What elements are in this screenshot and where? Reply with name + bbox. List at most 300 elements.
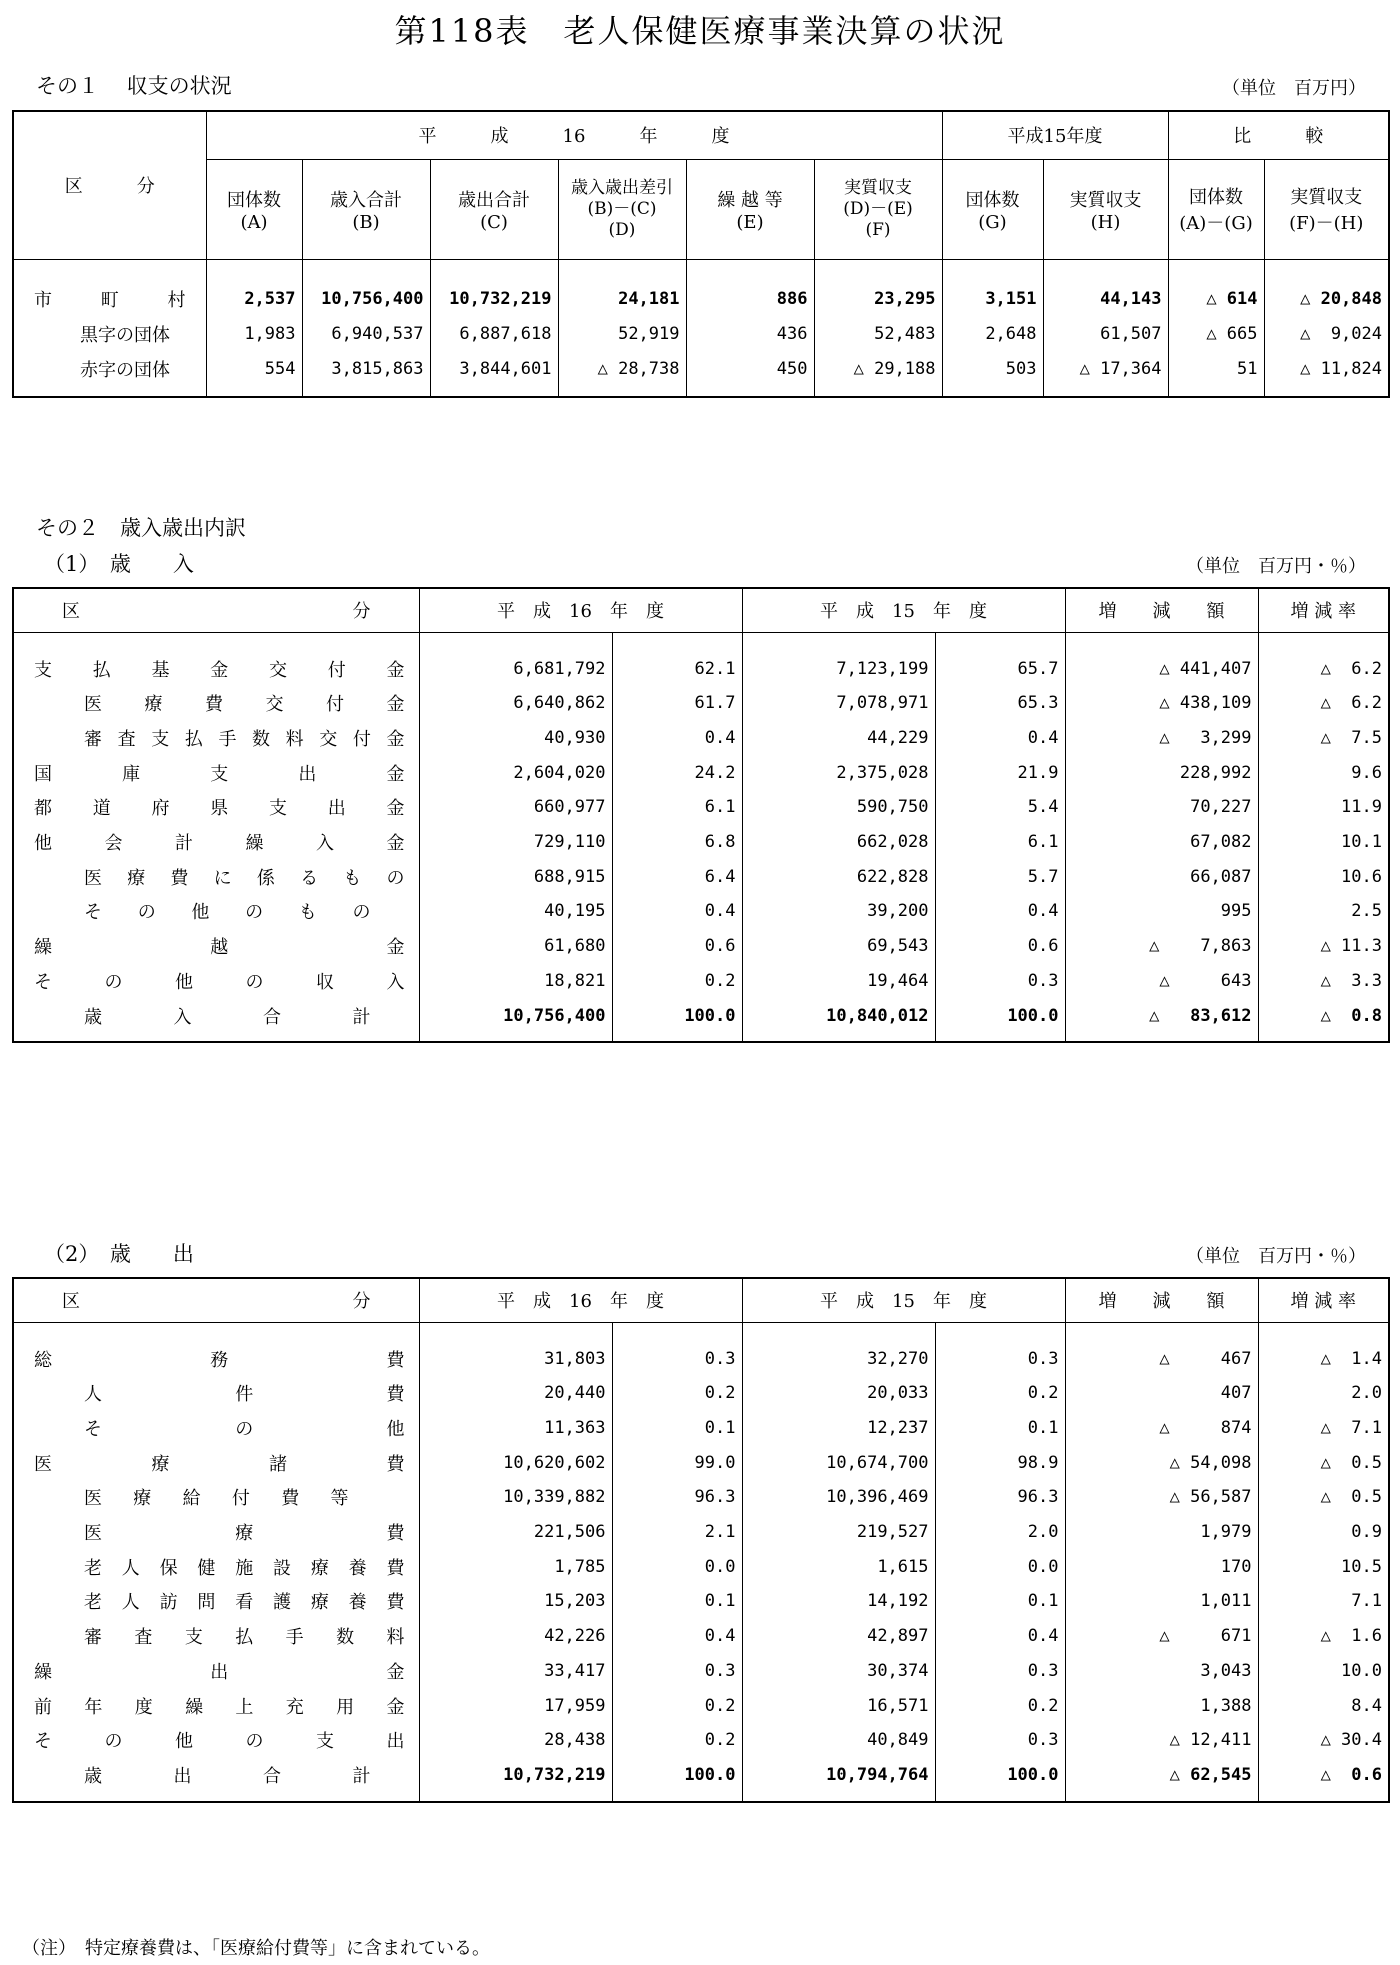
table-cell: △ 467 — [1065, 1322, 1258, 1376]
col-code: (H) — [1090, 211, 1121, 233]
row-label-text: 市町村 — [34, 289, 186, 311]
table-cell: 65.7 — [935, 632, 1065, 686]
table-cell: 7,078,971 — [742, 686, 935, 721]
kubun-header: 区 分 — [13, 111, 206, 259]
col-name: 実質収支 — [1069, 189, 1142, 211]
table-cell: 622,828 — [742, 859, 935, 894]
col-code2: (D) — [608, 219, 636, 240]
table-row — [13, 686, 1389, 721]
col-code: (C) — [480, 211, 508, 233]
row-label — [13, 998, 419, 1042]
table-cell: 7.1 — [1258, 1584, 1389, 1619]
table-cell: 6.1 — [935, 825, 1065, 860]
table-cell: △ 29,188 — [814, 351, 942, 397]
table-cell: △ 0.8 — [1258, 998, 1389, 1042]
table-cell: 40,849 — [742, 1723, 935, 1758]
table-cell: 886 — [686, 259, 814, 316]
table-cell: 65.3 — [935, 686, 1065, 721]
h16-header: 平 成 16 年 度 — [206, 111, 942, 159]
row-label-text: 黒字の団体 — [80, 324, 170, 346]
table-cell: 3,844,601 — [430, 351, 558, 397]
table-cell: 10,840,012 — [742, 998, 935, 1042]
col-header — [686, 159, 814, 259]
table-cell: 31,803 — [419, 1322, 612, 1376]
table-cell: 96.3 — [612, 1480, 742, 1515]
table-cell: 221,506 — [419, 1515, 612, 1550]
change-amount-header: 増 減 額 — [1065, 588, 1258, 632]
row-label — [13, 1322, 419, 1376]
table-cell: 10.0 — [1258, 1654, 1389, 1689]
table-cell: 0.1 — [935, 1411, 1065, 1446]
table-cell: △ 874 — [1065, 1411, 1258, 1446]
table-cell: △ 614 — [1168, 259, 1264, 316]
table-cell: △ 54,098 — [1065, 1445, 1258, 1480]
table-cell: 6,887,618 — [430, 316, 558, 351]
section1-unit: （単位 百万円） — [1222, 78, 1366, 99]
table-cell: △ 1.6 — [1258, 1619, 1389, 1654]
table-cell: 662,028 — [742, 825, 935, 860]
table-row — [13, 1411, 1389, 1446]
row-label-text: 総務費 — [34, 1350, 405, 1372]
table-cell: 39,200 — [742, 894, 935, 929]
table-row — [13, 1376, 1389, 1411]
table-cell: 52,919 — [558, 316, 686, 351]
change-rate-header: 増 減 率 — [1258, 1278, 1389, 1322]
table-cell: 96.3 — [935, 1480, 1065, 1515]
col-name: 実質収支 — [1290, 187, 1363, 208]
table-cell: 12,237 — [742, 1411, 935, 1446]
row-label-text: その他 — [84, 1419, 405, 1441]
table-cell: 66,087 — [1065, 859, 1258, 894]
row-label — [13, 859, 419, 894]
table-cell: 61,680 — [419, 929, 612, 964]
col-code: (B)－(C) — [587, 198, 657, 219]
table-row — [13, 1758, 1389, 1802]
row-label — [13, 351, 206, 397]
table-cell: 0.1 — [612, 1584, 742, 1619]
table-cell: 40,195 — [419, 894, 612, 929]
table-cell: 100.0 — [935, 998, 1065, 1042]
table-cell: △ 3,299 — [1065, 721, 1258, 756]
table-cell: 407 — [1065, 1376, 1258, 1411]
table-cell: 42,226 — [419, 1619, 612, 1654]
table-cell: 52,483 — [814, 316, 942, 351]
table-cell: 14,192 — [742, 1584, 935, 1619]
table-cell: △ 11,824 — [1264, 351, 1389, 397]
expenditure-unit: （単位 百万円・％） — [1186, 1246, 1366, 1267]
table-cell: 51 — [1168, 351, 1264, 397]
table-cell: 28,438 — [419, 1723, 612, 1758]
row-label-text: 国庫支出金 — [34, 763, 405, 785]
row-label — [13, 259, 206, 316]
row-label — [13, 964, 419, 999]
table-cell: 10,756,400 — [302, 259, 430, 316]
table-cell: △ 3.3 — [1258, 964, 1389, 999]
col-code: (E) — [736, 211, 764, 233]
row-label — [13, 1376, 419, 1411]
table-cell: 16,571 — [742, 1688, 935, 1723]
table-row — [13, 351, 1389, 397]
row-label-text: 繰越金 — [34, 937, 405, 959]
table-cell: 10.6 — [1258, 859, 1389, 894]
col-code: (B) — [352, 211, 380, 233]
table-row — [13, 1480, 1389, 1515]
table-cell: 67,082 — [1065, 825, 1258, 860]
table-cell: 995 — [1065, 894, 1258, 929]
table-cell: 0.3 — [612, 1654, 742, 1689]
row-label — [13, 1549, 419, 1584]
table-cell: 0.4 — [612, 721, 742, 756]
table-cell: △ 1.4 — [1258, 1322, 1389, 1376]
table-cell: 2,648 — [942, 316, 1043, 351]
table-cell: 20,033 — [742, 1376, 935, 1411]
table-cell: 6.8 — [612, 825, 742, 860]
table-cell: 98.9 — [935, 1445, 1065, 1480]
table-cell: 5.4 — [935, 790, 1065, 825]
col-code: (F)－(H) — [1289, 213, 1364, 234]
kubun-left: 区 — [62, 601, 80, 623]
table-cell: 3,043 — [1065, 1654, 1258, 1689]
table-cell: 590,750 — [742, 790, 935, 825]
row-label-text: 老人訪問看護療養費 — [84, 1592, 405, 1614]
table-cell: 0.3 — [935, 964, 1065, 999]
table-cell: 0.2 — [612, 1688, 742, 1723]
table-cell: 729,110 — [419, 825, 612, 860]
kubun-left: 区 — [62, 1291, 80, 1313]
table-cell: 0.3 — [935, 1723, 1065, 1758]
table-cell: 10,620,602 — [419, 1445, 612, 1480]
table-cell: △ 9,024 — [1264, 316, 1389, 351]
row-label — [13, 894, 419, 929]
row-label — [13, 755, 419, 790]
table-cell: 0.9 — [1258, 1515, 1389, 1550]
col-name: 歳出合計 — [458, 189, 530, 211]
table-cell: 0.4 — [935, 1619, 1065, 1654]
revenue-table — [12, 587, 1390, 1043]
table-cell: △ 643 — [1065, 964, 1258, 999]
table-cell: △ 0.5 — [1258, 1445, 1389, 1480]
table-cell: △ 56,587 — [1065, 1480, 1258, 1515]
col-header — [814, 159, 942, 259]
table-cell: 1,388 — [1065, 1688, 1258, 1723]
table-cell: △ 671 — [1065, 1619, 1258, 1654]
table-cell: 0.6 — [612, 929, 742, 964]
h16-header: 平 成 16 年 度 — [419, 1278, 742, 1322]
table-cell: 0.3 — [935, 1654, 1065, 1689]
table-cell: 44,143 — [1043, 259, 1168, 316]
table-row — [13, 998, 1389, 1042]
table-cell: 24,181 — [558, 259, 686, 316]
table-row — [13, 1619, 1389, 1654]
table-cell: 170 — [1065, 1549, 1258, 1584]
kubun-right: 分 — [352, 601, 371, 623]
col-name: 実質収支 — [844, 177, 912, 198]
row-label-text: 審査支払手数料交付金 — [84, 729, 405, 751]
row-label — [13, 1584, 419, 1619]
table-cell: 5.7 — [935, 859, 1065, 894]
revenue-unit: （単位 百万円・％） — [1186, 556, 1366, 577]
col-header — [1043, 159, 1168, 259]
col-header — [206, 159, 302, 259]
table-cell: △ 665 — [1168, 316, 1264, 351]
h15-header: 平 成 15 年 度 — [742, 1278, 1065, 1322]
row-label — [13, 686, 419, 721]
table-row — [13, 859, 1389, 894]
table-cell: 19,464 — [742, 964, 935, 999]
table-cell: 10,756,400 — [419, 998, 612, 1042]
col-name: 団体数 — [227, 189, 281, 211]
table-cell: 6,940,537 — [302, 316, 430, 351]
row-label — [13, 790, 419, 825]
table-cell: △ 0.6 — [1258, 1758, 1389, 1802]
table-cell: 11,363 — [419, 1411, 612, 1446]
row-label-text: 歳入合計 — [84, 1006, 371, 1028]
row-label — [13, 1758, 419, 1802]
table-cell: 70,227 — [1065, 790, 1258, 825]
table-cell: 0.1 — [935, 1584, 1065, 1619]
row-label — [13, 1723, 419, 1758]
row-label-text: 都道府県支出金 — [34, 798, 405, 820]
row-label-text: 繰出金 — [34, 1661, 405, 1683]
table-cell: 0.4 — [935, 721, 1065, 756]
table-row — [13, 1723, 1389, 1758]
col-name: 団体数 — [965, 189, 1020, 211]
expenditure-table — [12, 1277, 1390, 1803]
col-header — [1264, 159, 1389, 259]
table-cell: 8.4 — [1258, 1688, 1389, 1723]
table-row — [13, 1445, 1389, 1480]
table-cell: 2,537 — [206, 259, 302, 316]
table-cell: 23,295 — [814, 259, 942, 316]
table-cell: 24.2 — [612, 755, 742, 790]
expenditure-label: （2） 歳 出 — [44, 1242, 194, 1266]
table-cell: △ 62,545 — [1065, 1758, 1258, 1802]
table-cell: 99.0 — [612, 1445, 742, 1480]
row-label — [13, 1515, 419, 1550]
table-cell: 436 — [686, 316, 814, 351]
table-cell: 62.1 — [612, 632, 742, 686]
table-cell: 9.6 — [1258, 755, 1389, 790]
row-label-text: 医療諸費 — [34, 1453, 405, 1475]
table-cell: 1,615 — [742, 1549, 935, 1584]
table-cell: 0.2 — [612, 1376, 742, 1411]
row-label — [13, 1654, 419, 1689]
table-cell: △ 7,863 — [1065, 929, 1258, 964]
table-cell: △ 438,109 — [1065, 686, 1258, 721]
table-cell: 1,979 — [1065, 1515, 1258, 1550]
table-cell: 17,959 — [419, 1688, 612, 1723]
table-row — [13, 964, 1389, 999]
table-row — [13, 316, 1389, 351]
row-label — [13, 1480, 419, 1515]
table-row — [13, 1322, 1389, 1376]
table-cell: 0.4 — [935, 894, 1065, 929]
table-cell: △ 6.2 — [1258, 632, 1389, 686]
table-cell: 100.0 — [935, 1758, 1065, 1802]
table-cell: 6.4 — [612, 859, 742, 894]
table-cell: 6.1 — [612, 790, 742, 825]
table-cell: 688,915 — [419, 859, 612, 894]
table-cell: 2.1 — [612, 1515, 742, 1550]
table-cell: 10,674,700 — [742, 1445, 935, 1480]
row-label — [13, 929, 419, 964]
table-cell: 0.6 — [935, 929, 1065, 964]
table-row — [13, 721, 1389, 756]
table-cell: 44,229 — [742, 721, 935, 756]
col-header — [430, 159, 558, 259]
row-label-text: 人件費 — [84, 1384, 405, 1406]
table-cell: △ 20,848 — [1264, 259, 1389, 316]
table-cell: 219,527 — [742, 1515, 935, 1550]
table-cell: 0.4 — [612, 894, 742, 929]
col-header — [942, 159, 1043, 259]
table-cell: △ 11.3 — [1258, 929, 1389, 964]
row-label-text: 審査支払手数料 — [84, 1627, 405, 1649]
table-cell: △ 83,612 — [1065, 998, 1258, 1042]
table-cell: 21.9 — [935, 755, 1065, 790]
section2-label: その２ 歳入歳出内訳 — [36, 516, 246, 540]
table-cell: 0.2 — [935, 1688, 1065, 1723]
kubun-right: 分 — [352, 1291, 371, 1313]
table-cell: △ 12,411 — [1065, 1723, 1258, 1758]
table-cell: 10.5 — [1258, 1549, 1389, 1584]
table-row — [13, 790, 1389, 825]
revenue-label: （1） 歳 入 — [44, 552, 194, 576]
col-header — [558, 159, 686, 259]
table-cell: 40,930 — [419, 721, 612, 756]
col-header — [302, 159, 430, 259]
table-cell: △ 7.1 — [1258, 1411, 1389, 1446]
table-cell: 0.2 — [612, 964, 742, 999]
table-cell: △ 0.5 — [1258, 1480, 1389, 1515]
table-cell: 100.0 — [612, 1758, 742, 1802]
col-code2: (F) — [865, 219, 891, 240]
table-cell: 503 — [942, 351, 1043, 397]
table-cell: 10,732,219 — [419, 1758, 612, 1802]
table-cell: 11.9 — [1258, 790, 1389, 825]
row-label-text: 医療費交付金 — [84, 694, 405, 716]
table-cell: 1,785 — [419, 1549, 612, 1584]
table-cell: △ 6.2 — [1258, 686, 1389, 721]
table-cell: 61.7 — [612, 686, 742, 721]
table-cell: △ 30.4 — [1258, 1723, 1389, 1758]
table-cell: 3,151 — [942, 259, 1043, 316]
col-code: (D)－(E) — [843, 198, 913, 219]
row-label-text: 前年度繰上充用金 — [34, 1696, 405, 1718]
table-cell: 0.0 — [612, 1549, 742, 1584]
table-row — [13, 894, 1389, 929]
table-cell: 2,604,020 — [419, 755, 612, 790]
row-label-text: 赤字の団体 — [80, 359, 170, 381]
row-label-text: 歳出合計 — [84, 1766, 371, 1788]
row-label — [13, 1445, 419, 1480]
table-row — [13, 1584, 1389, 1619]
comparison-header: 比 較 — [1168, 111, 1389, 159]
table-cell: 0.1 — [612, 1411, 742, 1446]
table-cell: 2.5 — [1258, 894, 1389, 929]
table-cell: 18,821 — [419, 964, 612, 999]
table-cell: 10,339,882 — [419, 1480, 612, 1515]
table-cell: 450 — [686, 351, 814, 397]
col-code: (G) — [978, 211, 1007, 233]
col-name: 歳入合計 — [330, 189, 402, 211]
row-label-text: その他の支出 — [34, 1731, 405, 1753]
row-label — [13, 1619, 419, 1654]
col-name: 歳入歳出差引 — [571, 177, 673, 198]
table-cell: 0.0 — [935, 1549, 1065, 1584]
table-cell: 6,681,792 — [419, 632, 612, 686]
section1-label: その１ 収支の状況 — [36, 74, 232, 98]
row-label-text: 医療費に係るもの — [84, 867, 405, 889]
table-cell: 0.4 — [612, 1619, 742, 1654]
footnote: （注） 特定療養費は、「医療給付費等」に含まれている。 — [22, 1938, 490, 1959]
table-cell: 0.3 — [612, 1322, 742, 1376]
row-label-text: 医療費 — [84, 1523, 405, 1545]
row-label — [13, 632, 419, 686]
table-cell: 228,992 — [1065, 755, 1258, 790]
table-cell: 0.2 — [612, 1723, 742, 1758]
table-row — [13, 755, 1389, 790]
table-row — [13, 1688, 1389, 1723]
table-cell: 2.0 — [935, 1515, 1065, 1550]
table-cell: 10,732,219 — [430, 259, 558, 316]
row-label-text: 老人保健施設療養費 — [84, 1557, 405, 1579]
table-row — [13, 1654, 1389, 1689]
row-label — [13, 316, 206, 351]
table-cell: 10.1 — [1258, 825, 1389, 860]
table-cell: 0.2 — [935, 1376, 1065, 1411]
row-label — [13, 825, 419, 860]
table-cell: 7,123,199 — [742, 632, 935, 686]
table-cell: 2.0 — [1258, 1376, 1389, 1411]
col-header — [1168, 159, 1264, 259]
col-name: 繰 越 等 — [717, 189, 783, 211]
table-cell: 1,983 — [206, 316, 302, 351]
table-cell: 660,977 — [419, 790, 612, 825]
table-cell: 0.3 — [935, 1322, 1065, 1376]
row-label — [13, 1688, 419, 1723]
table-cell: 554 — [206, 351, 302, 397]
table-row — [13, 1549, 1389, 1584]
table-cell: 69,543 — [742, 929, 935, 964]
table-row — [13, 1515, 1389, 1550]
table-cell: △ 441,407 — [1065, 632, 1258, 686]
table-cell: 61,507 — [1043, 316, 1168, 351]
change-amount-header: 増 減 額 — [1065, 1278, 1258, 1322]
table-cell: 10,794,764 — [742, 1758, 935, 1802]
row-label-text: 支払基金交付金 — [34, 660, 405, 682]
table-cell: 42,897 — [742, 1619, 935, 1654]
table-cell: 20,440 — [419, 1376, 612, 1411]
row-label — [13, 1411, 419, 1446]
table-cell: △ 28,738 — [558, 351, 686, 397]
row-label-text: 医療給付費等 — [84, 1488, 349, 1510]
row-label-text: その他の収入 — [34, 971, 405, 993]
table-cell: 10,396,469 — [742, 1480, 935, 1515]
table-row — [13, 259, 1389, 316]
col-name: 団体数 — [1189, 187, 1243, 208]
table-cell: 30,374 — [742, 1654, 935, 1689]
table-cell: 6,640,862 — [419, 686, 612, 721]
table-cell: △ 7.5 — [1258, 721, 1389, 756]
row-label — [13, 721, 419, 756]
h15-header: 平 成 15 年 度 — [742, 588, 1065, 632]
table-cell: 15,203 — [419, 1584, 612, 1619]
table-cell: 100.0 — [612, 998, 742, 1042]
table-row — [13, 929, 1389, 964]
table-cell: 2,375,028 — [742, 755, 935, 790]
table-row — [13, 825, 1389, 860]
